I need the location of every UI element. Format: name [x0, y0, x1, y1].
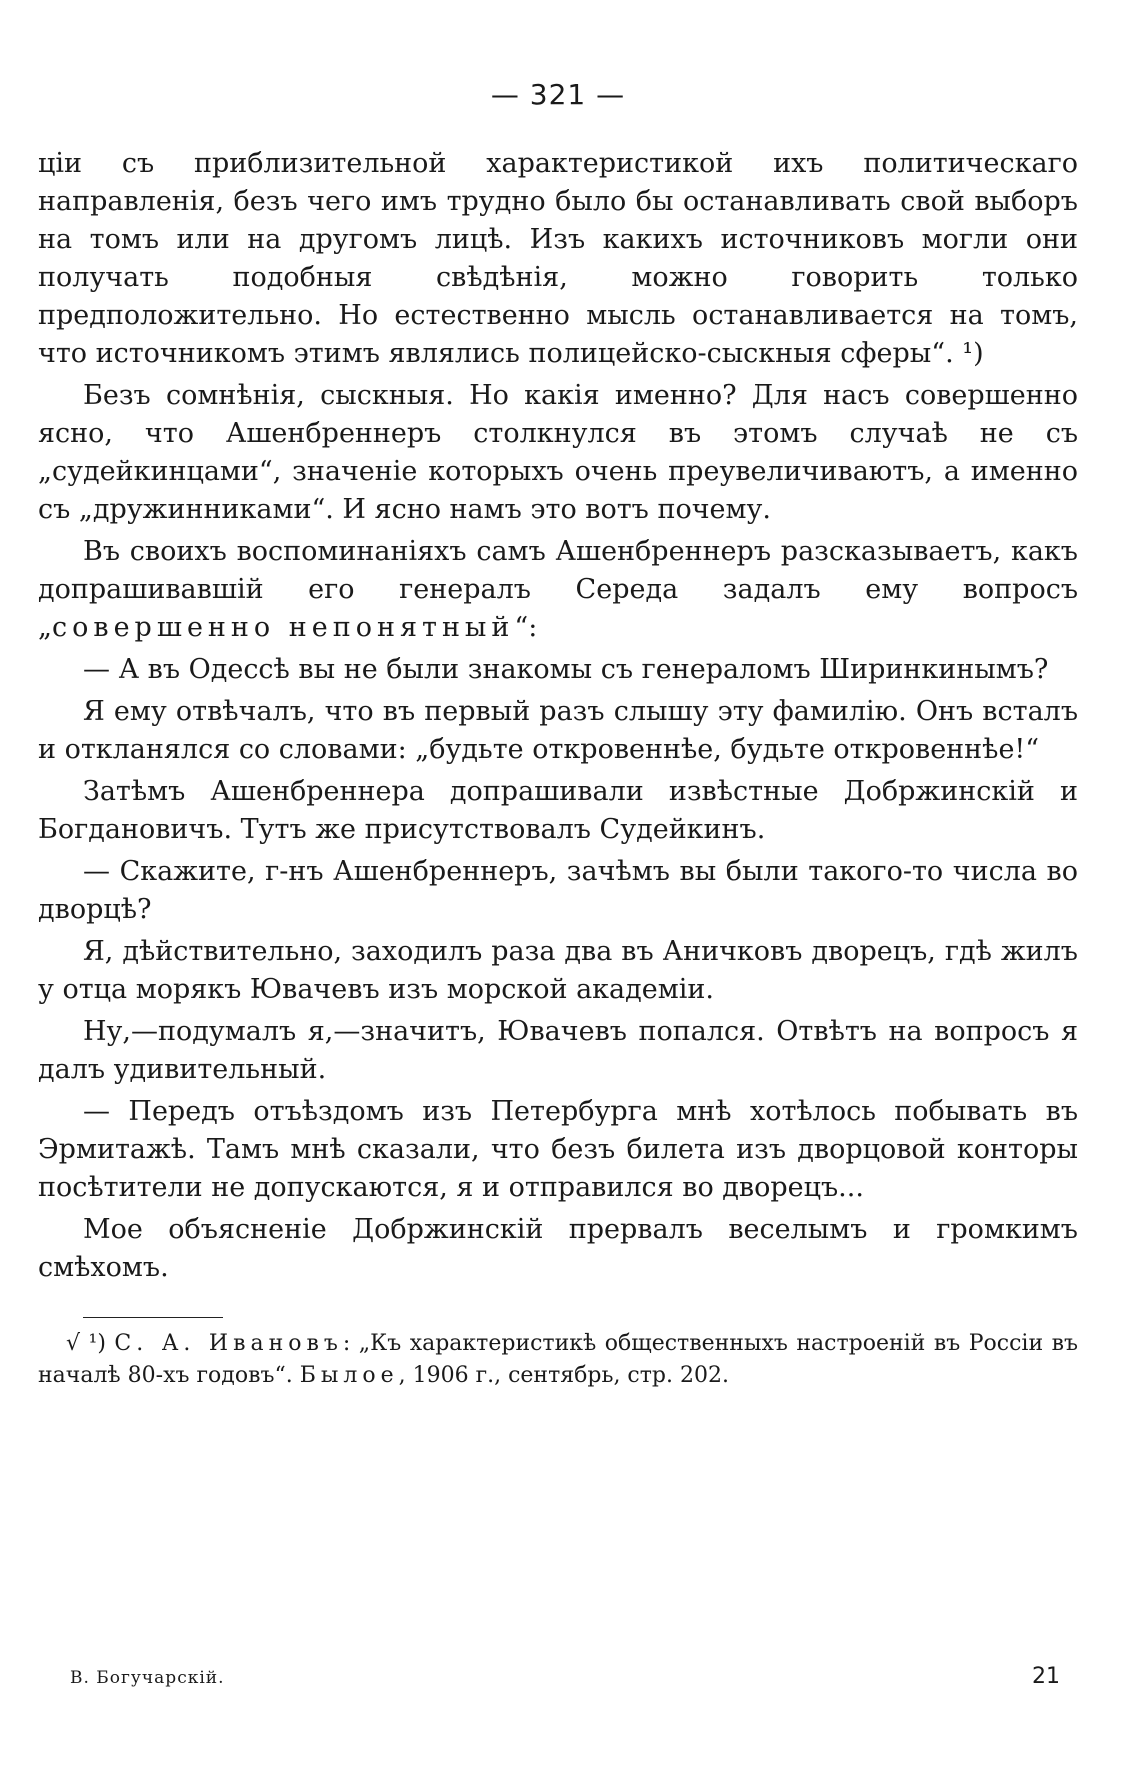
footnote-mark: √ ¹) [66, 1331, 115, 1356]
paragraph: Мое объясненіе Добржинскій прервалъ веселымъ и громкимъ смѣхомъ. [38, 1214, 1078, 1283]
body-text [38, 145, 1078, 1287]
page-footer [70, 1664, 1060, 1689]
footnote-journal: Былое [299, 1363, 399, 1388]
paragraph-text: “: [514, 612, 538, 643]
book-page [38, 78, 1078, 1392]
paragraph: Я ему отвѣчалъ, что въ первый разъ слышу эту фамилію. Онъ всталъ и откланялся со словами: „будьте откровеннѣе, будьте откровеннѣе!“ [38, 696, 1078, 765]
sheet-number: 21 [1032, 1664, 1060, 1689]
paragraph-continuation: ціи съ приблизительной характеристикой ихъ политическаго направленія, безъ чего имъ трудно было бы останавливать свой выборъ на томъ или на другомъ лицѣ. Изъ какихъ источниковъ могли они получать подобныя свѣдѣнія, можно говорить только предположительно. Но естественно мысль останавливается на томъ, что источникомъ этимъ являлись полицейско-сыскныя сферы“. ¹) [38, 148, 1078, 369]
paragraph: Затѣмъ Ашенбреннера допрашивали извѣстные Добржинскій и Богдановичъ. Тутъ же присутствовалъ Судейкинъ. [38, 776, 1078, 845]
paragraph: Безъ сомнѣнія, сыскныя. Но какія именно? Для насъ совершенно ясно, что Ашенбреннеръ столкнулся въ этомъ случаѣ не съ „судейкинцами“, значеніе которыхъ очень преувеличиваютъ, а именно съ „дружинниками“. И ясно намъ это вотъ почему. [38, 380, 1078, 525]
dialogue-line: — Скажите, г-нъ Ашенбреннеръ, зачѣмъ вы были такого-то числа во дворцѣ? [38, 856, 1078, 925]
paragraph: Ну,—подумалъ я,—значитъ, Ювачевъ попался. Отвѣтъ на вопросъ я далъ удивительный. [38, 1016, 1078, 1085]
paragraph: Я, дѣйствительно, заходилъ раза два въ Аничковъ дворецъ, гдѣ жилъ у отца морякъ Ювачевъ изъ морской академіи. [38, 936, 1078, 1005]
footnote-author: С. А. Ивановъ [114, 1331, 343, 1356]
dialogue-line: — Передъ отъѣздомъ изъ Петербурга мнѣ хотѣлось побывать въ Эрмитажѣ. Тамъ мнѣ сказали, что безъ билета изъ дворцовой конторы посѣтители не допускаются, я и отправился во дворецъ... [38, 1096, 1078, 1203]
page-number-header: — 321 — [490, 78, 626, 111]
footnote-text: : „Къ характеристикѣ общественныхъ настроеній въ Россіи въ началѣ 80-хъ годовъ“. [38, 1331, 1078, 1388]
dialogue-line: — А въ Одессѣ вы не были знакомы съ генераломъ Ширинкинымъ? [83, 654, 1049, 685]
author-signature: В. Богучарскій. [70, 1668, 225, 1688]
footnote-divider [83, 1317, 223, 1318]
footnote [38, 1328, 1078, 1392]
emphasized-text: совершенно непонятный [52, 612, 515, 643]
paragraph [38, 533, 1078, 647]
paragraph-text: Въ своихъ воспоминаніяхъ самъ Ашенбреннеръ разсказываетъ, какъ допрашивавшій его генералъ Середа задалъ ему вопросъ „ [38, 536, 1078, 643]
footnote-text: , 1906 г., сентябрь, стр. 202. [398, 1363, 729, 1388]
